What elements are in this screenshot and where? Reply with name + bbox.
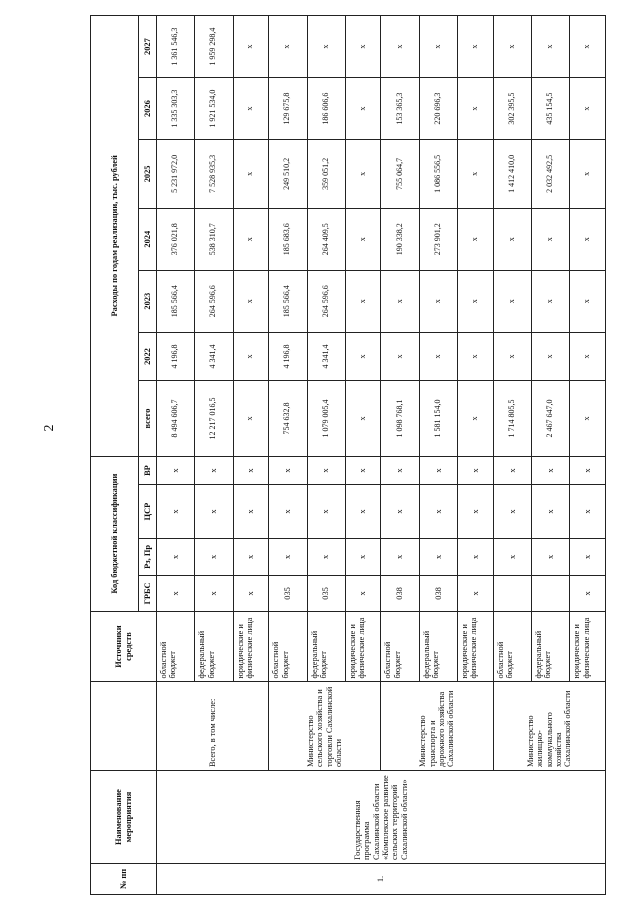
header-executor <box>91 682 157 771</box>
table-body <box>157 16 606 895</box>
year-value-cell: 1 086 556,5 <box>419 140 457 209</box>
year-value-cell: х <box>570 270 606 332</box>
csr-cell: х <box>458 485 494 538</box>
year-value-cell: 4 341,4 <box>195 332 233 381</box>
csr-cell: х <box>570 485 606 538</box>
header-rz: Рз, Пр <box>139 538 157 576</box>
year-value-cell: 376 021,8 <box>157 208 195 270</box>
source-cell: юридические и физические лица <box>458 611 494 682</box>
year-value-cell: х <box>458 332 494 381</box>
budget-table <box>90 15 606 895</box>
vr-cell: х <box>307 456 345 485</box>
year-value-cell: 264 596,6 <box>195 270 233 332</box>
csr-cell: х <box>381 485 419 538</box>
year-value-cell: 185 683,6 <box>269 208 307 270</box>
total-cell: х <box>570 381 606 456</box>
header-expenses: Расходы по годам реализации, тыс. рублей <box>91 16 139 457</box>
year-value-cell: 185 566,4 <box>269 270 307 332</box>
vr-cell: х <box>493 456 531 485</box>
grbs-cell <box>531 576 569 611</box>
year-value-cell: х <box>345 140 381 209</box>
year-value-cell: 264 596,6 <box>307 270 345 332</box>
header-year: 2024 <box>139 208 157 270</box>
header-grbs: ГРБС <box>139 576 157 611</box>
rz-cell: х <box>345 538 381 576</box>
year-value-cell: 4 196,8 <box>157 332 195 381</box>
year-value-cell: х <box>233 140 269 209</box>
year-value-cell: 273 901,2 <box>419 208 457 270</box>
csr-cell: х <box>195 485 233 538</box>
rotated-table-wrapper <box>90 15 606 895</box>
year-value-cell: х <box>345 270 381 332</box>
header-year: 2022 <box>139 332 157 381</box>
year-value-cell: 755 064,7 <box>381 140 419 209</box>
grbs-cell <box>493 576 531 611</box>
grbs-cell: 035 <box>269 576 307 611</box>
header-vr: ВР <box>139 456 157 485</box>
year-value-cell: х <box>570 332 606 381</box>
source-cell: областной бюджет <box>269 611 307 682</box>
year-value-cell: 153 365,3 <box>381 78 419 140</box>
year-value-cell: х <box>531 270 569 332</box>
csr-cell: х <box>419 485 457 538</box>
csr-cell: х <box>531 485 569 538</box>
csr-cell: х <box>345 485 381 538</box>
rz-cell: х <box>419 538 457 576</box>
year-value-cell: 1 959 298,4 <box>195 16 233 78</box>
total-cell: 1 098 768,1 <box>381 381 419 456</box>
year-value-cell: 302 395,5 <box>493 78 531 140</box>
year-value-cell: 249 510,2 <box>269 140 307 209</box>
header-year: 2025 <box>139 140 157 209</box>
grbs-cell: 038 <box>419 576 457 611</box>
year-value-cell: х <box>458 78 494 140</box>
rz-cell: х <box>493 538 531 576</box>
year-value-cell: х <box>307 16 345 78</box>
year-value-cell: 264 409,5 <box>307 208 345 270</box>
header-budget-code: Код бюджетной классификации <box>91 456 139 611</box>
year-value-cell: 1 361 546,3 <box>157 16 195 78</box>
year-value-cell: х <box>458 140 494 209</box>
year-value-cell: х <box>233 16 269 78</box>
total-cell: 2 467 647,0 <box>531 381 569 456</box>
grbs-cell: х <box>195 576 233 611</box>
year-value-cell: 435 154,5 <box>531 78 569 140</box>
total-cell: х <box>345 381 381 456</box>
total-cell: 1 581 154,0 <box>419 381 457 456</box>
executor-cell: Министерство транспорта и дорожного хозяйства Сахалинской области <box>381 682 493 771</box>
header-year: 2027 <box>139 16 157 78</box>
year-value-cell: х <box>381 16 419 78</box>
vr-cell: х <box>531 456 569 485</box>
header-sources: Источники средств <box>91 611 157 682</box>
grbs-cell: х <box>157 576 195 611</box>
year-value-cell: х <box>345 332 381 381</box>
year-value-cell: 190 338,2 <box>381 208 419 270</box>
total-cell: х <box>458 381 494 456</box>
source-cell: юридические и физические лица <box>345 611 381 682</box>
year-value-cell: х <box>458 270 494 332</box>
year-value-cell: 538 310,7 <box>195 208 233 270</box>
year-value-cell: 1 412 410,0 <box>493 140 531 209</box>
year-value-cell: х <box>233 332 269 381</box>
year-value-cell: 7 528 935,3 <box>195 140 233 209</box>
total-cell: 12 217 016,5 <box>195 381 233 456</box>
year-value-cell: х <box>493 270 531 332</box>
total-cell: 754 632,8 <box>269 381 307 456</box>
rz-cell: х <box>195 538 233 576</box>
year-value-cell: 5 231 972,0 <box>157 140 195 209</box>
year-value-cell: 2 032 492,5 <box>531 140 569 209</box>
year-value-cell: х <box>345 16 381 78</box>
year-value-cell: х <box>570 78 606 140</box>
source-cell: федеральный бюджет <box>307 611 345 682</box>
total-cell: 8 494 606,7 <box>157 381 195 456</box>
source-cell: областной бюджет <box>381 611 419 682</box>
year-value-cell: х <box>345 78 381 140</box>
header-name: Наименование мероприятия <box>91 771 157 864</box>
vr-cell: х <box>458 456 494 485</box>
csr-cell: х <box>157 485 195 538</box>
grbs-cell: х <box>345 576 381 611</box>
header-num: № пп <box>91 864 157 895</box>
year-value-cell: 359 051,2 <box>307 140 345 209</box>
executor-cell: Всего, в том числе: <box>157 682 269 771</box>
grbs-cell: 035 <box>307 576 345 611</box>
source-cell: юридические и физические лица <box>233 611 269 682</box>
year-value-cell: х <box>493 16 531 78</box>
year-value-cell: х <box>570 140 606 209</box>
program-name: Государственная программа Сахалинской области «Комплексное развитие сельских территорий Сахалинской области» <box>157 771 606 864</box>
table-row <box>381 16 419 895</box>
header-year: 2023 <box>139 270 157 332</box>
year-value-cell: х <box>570 16 606 78</box>
source-cell: федеральный бюджет <box>419 611 457 682</box>
source-cell: федеральный бюджет <box>531 611 569 682</box>
rz-cell: х <box>458 538 494 576</box>
year-value-cell: х <box>531 332 569 381</box>
year-value-cell: х <box>493 208 531 270</box>
year-value-cell: х <box>458 16 494 78</box>
table-row <box>269 16 307 895</box>
year-value-cell: х <box>345 208 381 270</box>
rz-cell: х <box>233 538 269 576</box>
total-cell: 1 714 805,5 <box>493 381 531 456</box>
year-value-cell: х <box>233 270 269 332</box>
year-value-cell: х <box>570 208 606 270</box>
vr-cell: х <box>195 456 233 485</box>
csr-cell: х <box>493 485 531 538</box>
total-cell: 1 079 005,4 <box>307 381 345 456</box>
rz-cell: х <box>570 538 606 576</box>
executor-cell: Министерство сельского хозяйства и торговли Сахалинской области <box>269 682 381 771</box>
grbs-cell: х <box>570 576 606 611</box>
year-value-cell: х <box>419 270 457 332</box>
year-value-cell: 4 341,4 <box>307 332 345 381</box>
source-cell: областной бюджет <box>493 611 531 682</box>
page-number: 2 <box>42 424 57 432</box>
header-year: 2026 <box>139 78 157 140</box>
year-value-cell: х <box>381 270 419 332</box>
total-cell: х <box>233 381 269 456</box>
table-row <box>493 16 531 895</box>
header-csr: ЦСР <box>139 485 157 538</box>
vr-cell: х <box>233 456 269 485</box>
executor-cell: Министерство жилищно-коммунального хозяйства Сахалинской области <box>493 682 605 771</box>
vr-cell: х <box>157 456 195 485</box>
source-cell: областной бюджет <box>157 611 195 682</box>
vr-cell: х <box>269 456 307 485</box>
grbs-cell: 038 <box>381 576 419 611</box>
source-cell: юридические и физические лица <box>570 611 606 682</box>
csr-cell: х <box>269 485 307 538</box>
vr-cell: х <box>345 456 381 485</box>
vr-cell: х <box>570 456 606 485</box>
table-row <box>157 16 195 895</box>
rz-cell: х <box>307 538 345 576</box>
year-value-cell: х <box>531 208 569 270</box>
source-cell: федеральный бюджет <box>195 611 233 682</box>
year-value-cell: х <box>381 332 419 381</box>
csr-cell: х <box>307 485 345 538</box>
csr-cell: х <box>233 485 269 538</box>
year-value-cell: 185 566,4 <box>157 270 195 332</box>
rz-cell: х <box>531 538 569 576</box>
year-value-cell: х <box>269 16 307 78</box>
year-value-cell: 1 335 303,3 <box>157 78 195 140</box>
year-value-cell: 1 921 534,0 <box>195 78 233 140</box>
year-value-cell: 129 675,8 <box>269 78 307 140</box>
grbs-cell: х <box>233 576 269 611</box>
year-value-cell: х <box>419 16 457 78</box>
rz-cell: х <box>269 538 307 576</box>
year-value-cell: х <box>233 208 269 270</box>
rz-cell: х <box>157 538 195 576</box>
year-value-cell: 4 196,8 <box>269 332 307 381</box>
year-value-cell: 186 606,6 <box>307 78 345 140</box>
year-value-cell: х <box>419 332 457 381</box>
year-value-cell: х <box>493 332 531 381</box>
year-value-cell: х <box>233 78 269 140</box>
vr-cell: х <box>419 456 457 485</box>
row-number: 1. <box>157 864 606 895</box>
rz-cell: х <box>381 538 419 576</box>
year-value-cell: х <box>458 208 494 270</box>
header-total: всего <box>139 381 157 456</box>
year-value-cell: х <box>531 16 569 78</box>
year-value-cell: 220 696,3 <box>419 78 457 140</box>
grbs-cell: х <box>458 576 494 611</box>
vr-cell: х <box>381 456 419 485</box>
